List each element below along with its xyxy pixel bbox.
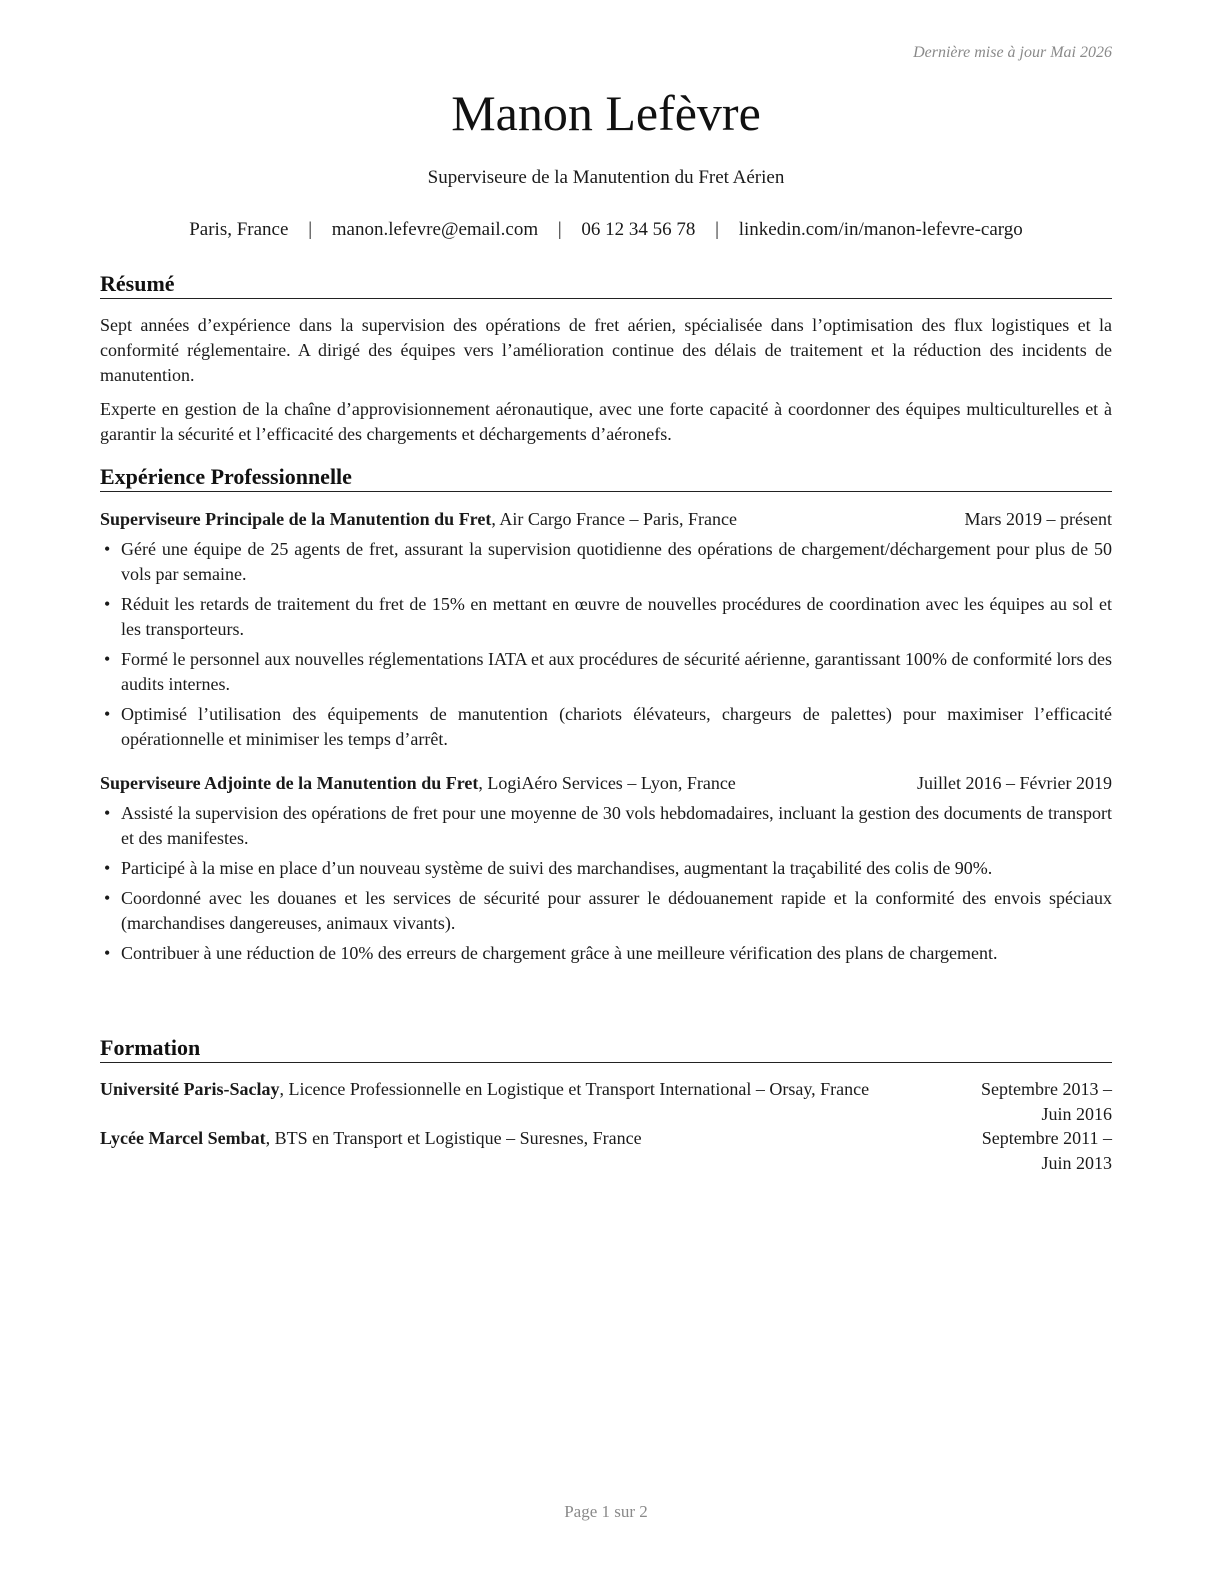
bullet-text: Géré une équipe de 25 agents de fret, assurant la supervision quotidienne des opérations de chargement/déchargement pour plus de 50 vols par semaine. <box>121 539 1112 584</box>
bullet-icon: • <box>104 888 111 908</box>
bullet-text: Assisté la supervision des opérations de fret pour une moyenne de 30 vols hebdomadaires, incluant la gestion des documents de transport et des manifestes. <box>121 803 1112 848</box>
education-dates: Septembre 2013 – Juin 2016 <box>981 1079 1112 1124</box>
job-company: , LogiAéro Services – Lyon, France <box>478 773 736 793</box>
education-school: Université Paris-Saclay <box>100 1079 280 1099</box>
bullet-icon: • <box>104 704 111 724</box>
contact-email-link[interactable]: manon.lefevre@email.com <box>331 219 539 240</box>
list-item <box>100 537 1112 587</box>
bullet-icon: • <box>104 858 111 878</box>
list-item <box>100 941 1112 966</box>
bullet-text: Contribuer à une réduction de 10% des erreurs de chargement grâce à une meilleure vérification des plans de chargement. <box>121 943 998 963</box>
education-entry <box>100 1126 1112 1173</box>
list-item <box>100 592 1112 642</box>
education-dates: Septembre 2011 – Juin 2013 <box>981 1128 1112 1173</box>
job-role: Superviseure Principale de la Manutention du Fret <box>100 509 492 529</box>
contact-phone: 06 12 34 56 78 <box>581 219 696 240</box>
summary-section <box>100 270 1112 447</box>
contact-separator: | <box>557 219 562 240</box>
page-number: Page 1 sur 2 <box>564 1502 648 1521</box>
resume-page <box>100 0 1112 1584</box>
job-entry <box>100 771 1112 966</box>
list-item <box>100 856 1112 881</box>
job-header <box>100 507 1112 532</box>
section-title-summary: Résumé <box>100 270 1112 299</box>
bullet-icon: • <box>104 594 111 614</box>
job-bullets <box>100 537 1112 752</box>
job-dates: Juillet 2016 – Février 2019 <box>917 773 1112 793</box>
last-updated-note: Dernière mise à jour Mai 2026 <box>913 44 1112 61</box>
candidate-title: Superviseure de la Manutention du Fret Aérien <box>427 167 785 188</box>
bullet-icon: • <box>104 943 111 963</box>
education-school: Lycée Marcel Sembat <box>100 1128 266 1148</box>
job-company: , Air Cargo France – Paris, France <box>491 509 737 529</box>
list-item <box>100 647 1112 697</box>
education-section <box>100 1034 1112 1173</box>
bullet-text: Participé à la mise en place d’un nouveau système de suivi des marchandises, augmentant la traçabilité des colis de 90%. <box>121 858 993 878</box>
summary-paragraph: Sept années d’expérience dans la supervision des opérations de fret aérien, spécialisée dans l’optimisation des flux logistiques et la conformité réglementaire. A dirigé des équipes vers l’amélioration continue des délais de traitement et la réduction des incidents de manutention. <box>100 315 1112 385</box>
job-header <box>100 771 1112 796</box>
contact-location: Paris, France <box>189 219 289 240</box>
candidate-name: Manon Lefèvre <box>451 85 761 141</box>
education-entry <box>100 1077 1112 1124</box>
education-description <box>100 1077 970 1102</box>
job-role: Superviseure Adjointe de la Manutention du Fret <box>100 773 479 793</box>
education-details: , BTS en Transport et Logistique – Suresnes, France <box>265 1128 642 1148</box>
contact-line <box>100 219 1112 241</box>
education-details: , Licence Professionnelle en Logistique et Transport International – Orsay, France <box>279 1079 870 1099</box>
contact-separator: | <box>308 219 312 240</box>
job-bullets <box>100 801 1112 966</box>
contact-separator: | <box>715 219 719 240</box>
contact-linkedin-link[interactable]: linkedin.com/in/manon-lefevre-cargo <box>738 219 1023 240</box>
list-item <box>100 702 1112 752</box>
list-item <box>100 886 1112 936</box>
job-entry <box>100 507 1112 752</box>
list-item <box>100 801 1112 851</box>
bullet-text: Formé le personnel aux nouvelles réglementations IATA et aux procédures de sécurité aérienne, garantissant 100% de conformité lors des audits internes. <box>121 649 1112 694</box>
bullet-text: Réduit les retards de traitement du fret de 15% en mettant en œuvre de nouvelles procédures de coordination avec les équipes au sol et les transporteurs. <box>121 594 1112 639</box>
bullet-text: Coordonné avec les douanes et les services de sécurité pour assurer le dédouanement rapide et la conformité des envois spéciaux (marchandises dangereuses, animaux vivants). <box>121 888 1112 933</box>
experience-section <box>100 463 1112 966</box>
bullet-icon: • <box>104 539 111 559</box>
summary-paragraph: Experte en gestion de la chaîne d’approvisionnement aéronautique, avec une forte capacité à coordonner des équipes multiculturelles et à garantir la sécurité et l’efficacité des chargements et déchargements d’aéronefs. <box>100 399 1112 444</box>
education-description <box>100 1126 800 1151</box>
section-title-education: Formation <box>100 1034 1112 1063</box>
section-title-experience: Expérience Professionnelle <box>100 463 1112 492</box>
bullet-icon: • <box>104 803 111 823</box>
bullet-text: Optimisé l’utilisation des équipements de manutention (chariots élévateurs, chargeurs de palettes) pour maximiser l’efficacité opérationnelle et minimiser les temps d’arrêt. <box>121 704 1112 749</box>
job-dates: Mars 2019 – présent <box>964 509 1112 529</box>
bullet-icon: • <box>104 649 111 669</box>
